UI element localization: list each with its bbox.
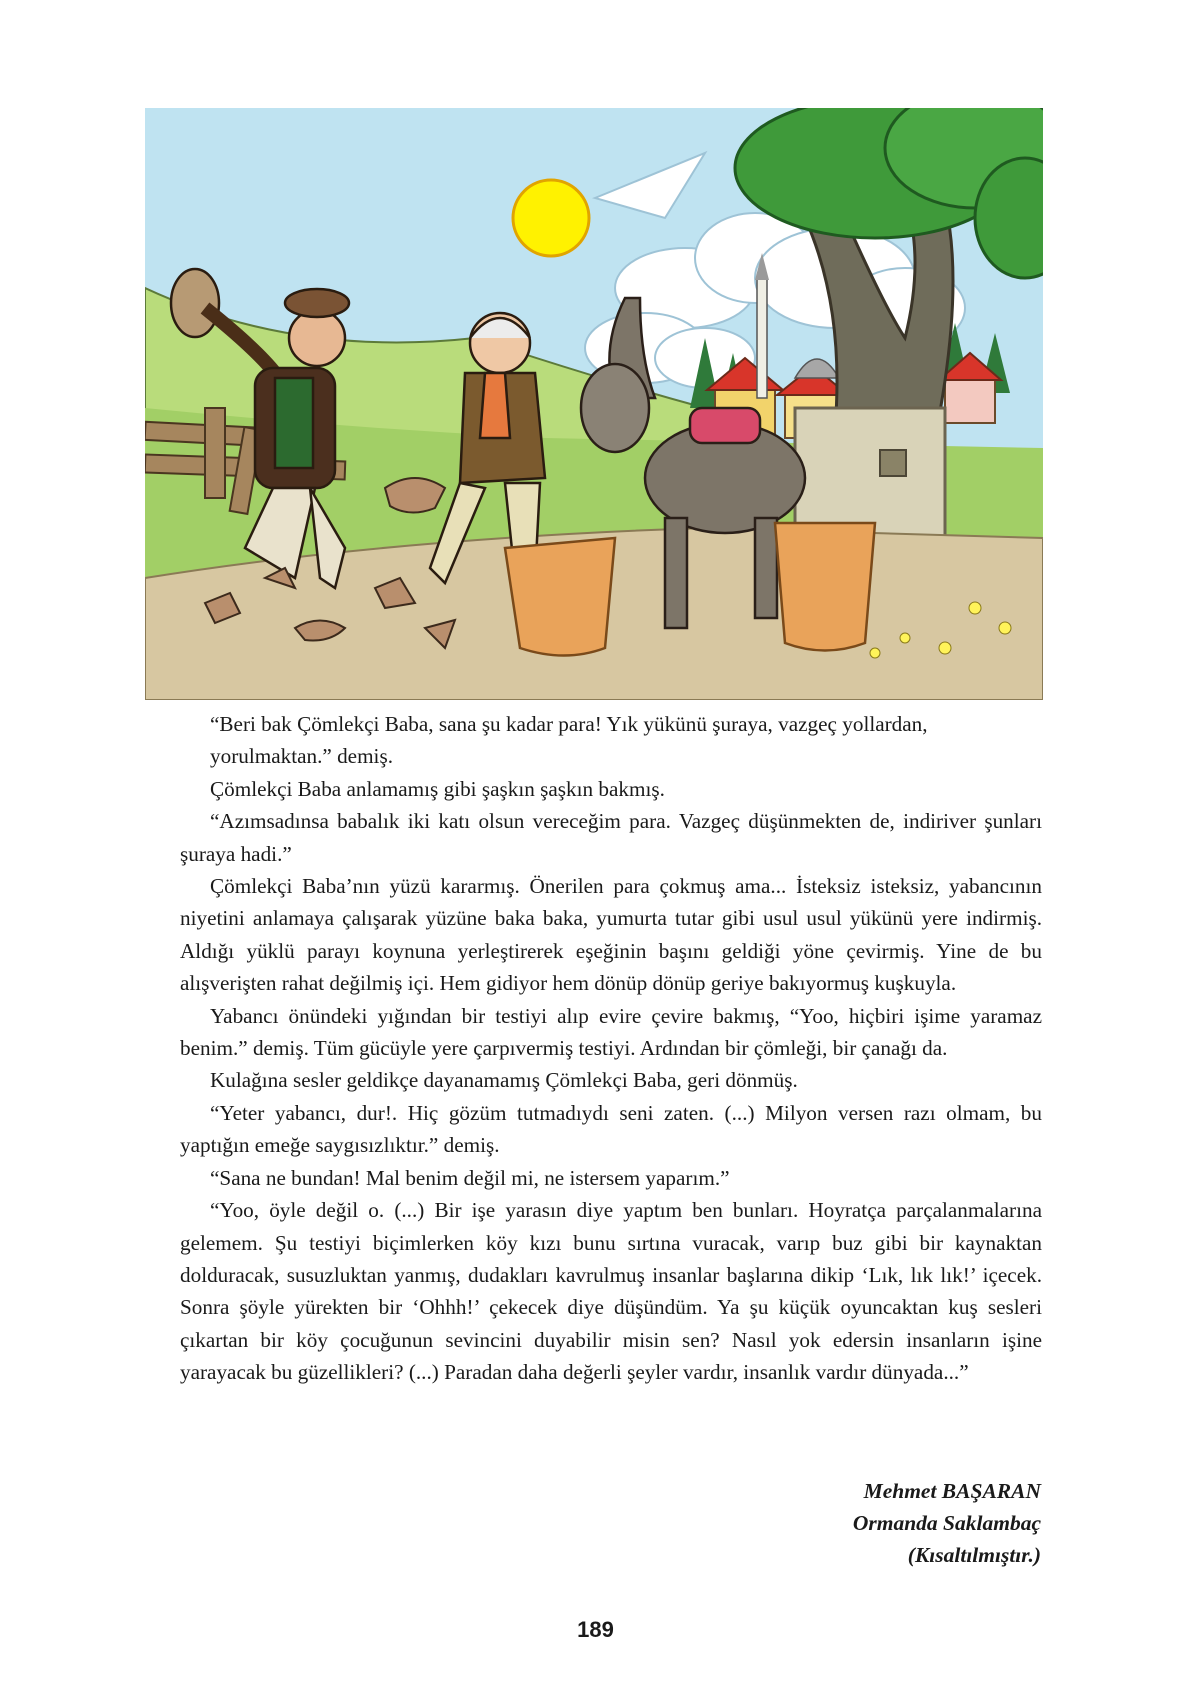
abridged-note: (Kısaltılmıştır.) <box>907 1543 1041 1567</box>
book-title: Ormanda Saklambaç <box>852 1511 1041 1535</box>
sun <box>513 180 589 256</box>
illustration-drawing <box>145 108 1043 700</box>
paragraph-8: “Sana ne bundan! Mal benim değil mi, ne istersem yaparım.” <box>210 1165 730 1190</box>
story-text <box>180 708 1042 1389</box>
story-illustration <box>145 108 1043 700</box>
signature-block <box>853 1475 1041 1571</box>
author-name: Mehmet BAŞARAN <box>863 1479 1041 1503</box>
paragraph-3: “Azımsadınsa babalık iki katı olsun vereceğim para. Vazgeç düşünmekten de, indiriver şunları şuraya hadi.” <box>180 809 1042 866</box>
paragraph-4: Çömlekçi Baba’nın yüzü kararmış. Önerilen para çokmuş ama... İsteksiz isteksiz, yabancının niyetini anlamaya çalışarak yüzüne baka baka, yumurta tutar gibi usul usul yükünü yere indirmiş. Aldığı yüklü parayı koynuna yerleştirerek eşeğinin başını geldiği yöne çevirmiş. Yine de bu alışverişten rahat değilmiş içi. Hem gidiyor hem dönüp dönüp geriye bakıyormuş kuşkuyla. <box>180 874 1042 996</box>
paragraph-9: “Yoo, öyle değil o. (...) Bir işe yarasın diye yaptım ben bunları. Hoyratça parçalanmalarına gelemem. Şu testiyi biçimlerken köy kızı bunu sırtına vuracak, varıp buz gibi bir kaynaktan dolduracak, susuzluktan yanmış, dudakları kavrulmuş insanlar başlarına dikip ‘Lık, lık lık!’ içecek. Sonra şöyle yürekten bir ‘Ohhh!’ çekecek diye düşündüm. Ya şu küçük oyuncaktan kuş sesleri çıkartan bir köy çocuğunun sevincini duyabilir misin sen? Nasıl yok edersin insanların işine yarayacak bu güzellikleri? (...) Paradan daha değerli şeyler vardır, insanlık vardır dünyada...” <box>180 1198 1042 1385</box>
paragraph-2: Çömlekçi Baba anlamamış gibi şaşkın şaşkın bakmış. <box>210 776 665 801</box>
page-number: 189 <box>577 1617 614 1642</box>
paragraph-6: Kulağına sesler geldikçe dayanamamış Çömlekçi Baba, geri dönmüş. <box>210 1068 798 1093</box>
paragraph-1: “Beri bak Çömlekçi Baba, sana şu kadar para! Yık yükünü şuraya, vazgeç yollardan, yorulmaktan.” demiş. <box>210 712 928 769</box>
paragraph-5: Yabancı önündeki yığından bir testiyi alıp evire çevire bakmış, “Yoo, hiçbiri işime yaramaz benim.” demiş. Tüm gücüyle yere çarpıvermiş testiyi. Ardından bir çömleği, bir çanağı da. <box>180 1003 1042 1061</box>
paragraph-7: “Yeter yabancı, dur!. Hiç gözüm tutmadıydı seni zaten. (...) Milyon versen razı olmam, bu yaptığın emeğe saygısızlıktır.” demiş. <box>180 1100 1042 1158</box>
